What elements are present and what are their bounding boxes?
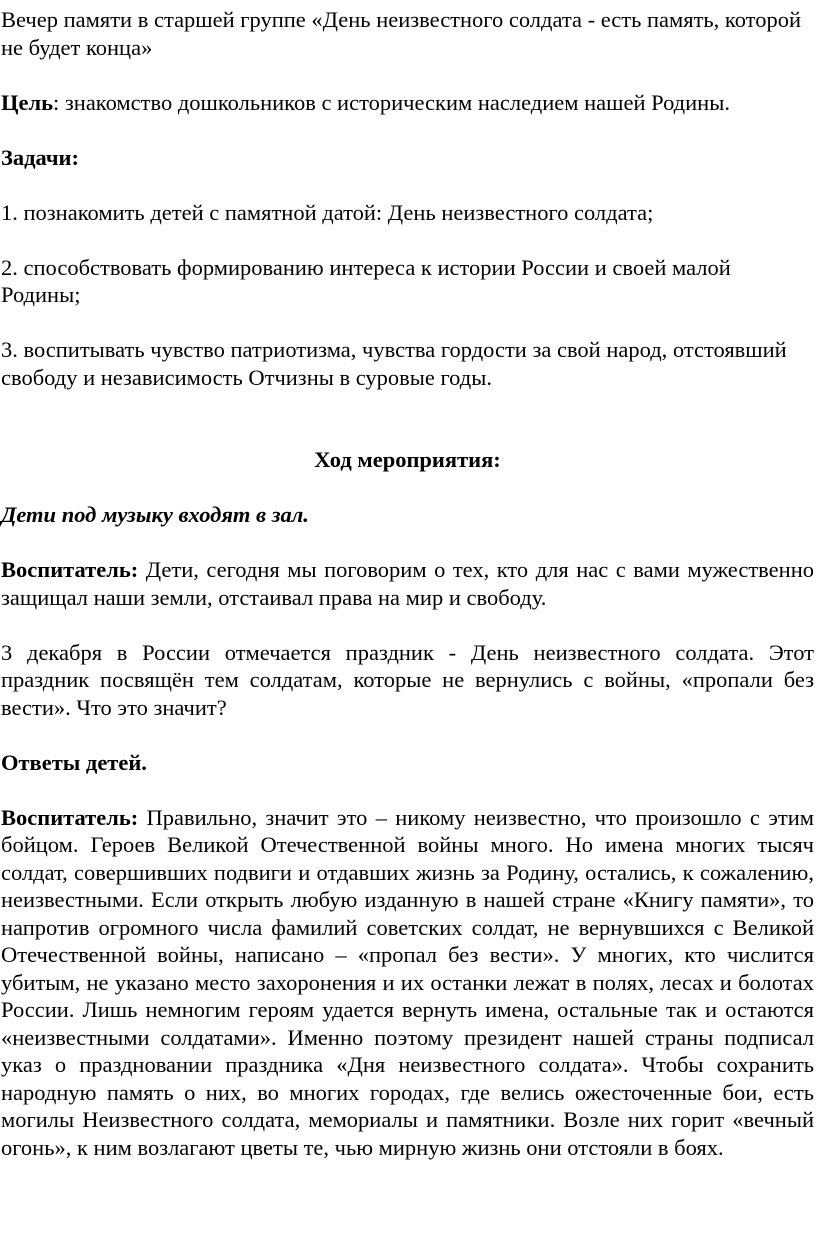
spacer [1,116,814,144]
children-answers: Ответы детей. [1,749,147,775]
spacer [1,171,814,199]
task-item-1: 1. познакомить детей с памятной датой: День неизвестного солдата; [1,199,654,225]
spacer [1,529,814,557]
goal-label: Цель [1,89,54,115]
teacher-label: Воспитатель: [1,804,139,830]
task-item-2: 2. способствовать формированию интереса к истории России и своей малой Родины; [1,254,731,307]
holiday-paragraph: 3 декабря в России отмечается праздник - День неизвестного солдата. Этот праздник посвящён тем солдатам, которые не вернулись с войны, «пропали без вести». Что это значит? [1,639,814,720]
spacer [1,721,814,749]
event-heading: Ход мероприятия: [314,447,501,472]
teacher-text: Дети, сегодня мы поговорим о тех, кто для нас с вами мужественно защищал наши земли, отстаивал права на мир и свободу. [1,557,814,610]
spacer [1,226,814,254]
spacer [1,309,814,337]
tasks-heading: Задачи: [1,144,80,170]
entrance-note: Дети под музыку входят в зал. [1,502,309,527]
goal-paragraph [1,89,814,117]
document-title: Вечер памяти в старшей группе «День неизвестного солдата - есть память, которой не будет конца» [1,7,801,60]
teacher-speech-2 [1,804,814,1162]
spacer [1,611,814,639]
task-item-3: 3. воспитывать чувство патриотизма, чувства гордости за свой народ, отстоявший свободу и независимость Отчизны в суровые годы. [1,337,787,390]
spacer [1,61,814,89]
goal-text: : знакомство дошкольников с историческим наследием нашей Родины. [53,89,730,115]
spacer [1,776,814,804]
teacher-speech-1 [1,556,814,611]
teacher-text: Правильно, значит это – никому неизвестно, что произошло с этим бойцом. Героев Великой Отечественной войны много. Но имена многих тысяч солдат, совершивших подвиги и отдавших жизнь за Родину, остались, к сожалению, неизвестными. Если открыть любую изданную в нашей стране «Книгу памяти», то напротив огромного числа фамилий советских солдат, не вернувшихся с Великой Отечественной войны, написано – «пропал без вести». У многих, кто числится убитым, не указано место захоронения и их останки лежат в полях, лесах и болотах России. Лишь немногим героям удается вернуть имена, остальные так и остаются «неизвестными солдатами». Именно поэтому президент нашей страны подписал указ о праздновании праздника «Дня неизвестного солдата». Чтобы сохранить народную память о них, во многих городах, где велись ожесточенные бои, есть могилы Неизвестного солдата, мемориалы и памятники. Возле них горит «вечный огонь», к ним возлагают цветы те, чью мирную жизнь они отстояли в боях. [1,804,814,1160]
teacher-label: Воспитатель: [1,557,139,582]
spacer [1,474,814,502]
spacer [1,391,814,446]
